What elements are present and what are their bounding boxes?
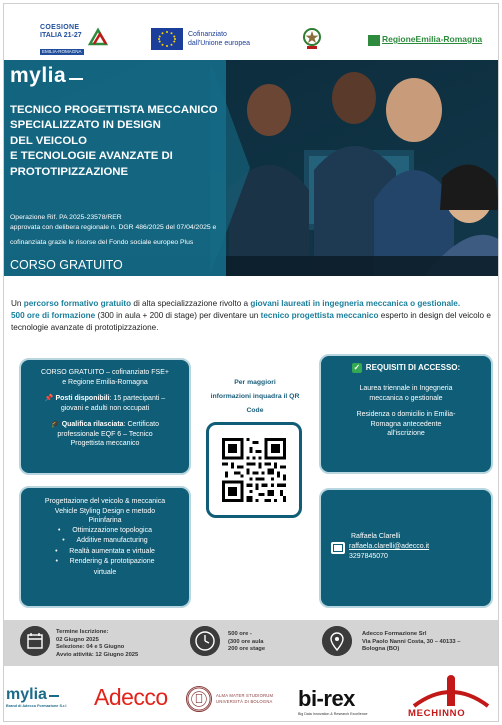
- qr-caption: [209, 376, 301, 418]
- qr-caption-line: Code: [246, 407, 264, 414]
- free-course-label: CORSO GRATUITO: [10, 258, 123, 272]
- partner-logos: [4, 668, 499, 722]
- qr-caption-line: Per maggiori: [234, 379, 276, 386]
- intro-highlight: percorso formativo gratuito: [23, 299, 132, 308]
- requirements-box: [319, 354, 493, 474]
- posts-available: [31, 394, 179, 404]
- unibo-logo: [182, 686, 292, 714]
- topic-text: Realtà aumentata e virtuale: [69, 547, 155, 555]
- mylia-brand-logo: mylia: [10, 64, 83, 88]
- requirement-line: meccanica o gestionale: [369, 394, 443, 402]
- topic-bullet: [29, 536, 181, 547]
- qualification-label: Qualifica rilasciata: [61, 421, 124, 428]
- intro-text: Un: [11, 299, 24, 308]
- qr-code-icon[interactable]: [222, 438, 286, 502]
- course-info-line: CORSO GRATUITO – cofinanziato FSE+: [41, 369, 169, 376]
- address-text: [362, 631, 461, 654]
- contact-email-row: [331, 542, 481, 562]
- qualification-line2: professionale EQF 6 – Tecnico: [57, 430, 153, 438]
- address-line: Via Paolo Nanni Costa, 30 – 40133 –: [362, 638, 461, 645]
- bullet-icon: •: [62, 537, 75, 544]
- requirements-title-text: REQUISITI DI ACCESSO:: [365, 363, 461, 373]
- pushpin-icon: 📌: [44, 395, 54, 402]
- dates-line: 02 Giugno 2025: [56, 636, 99, 643]
- coesione-line2: ITALIA 21-27: [40, 32, 82, 39]
- qualification-value: : Certificato: [123, 421, 159, 428]
- mylia-partner-logo: mylia: [6, 686, 59, 704]
- eu-cofinanced-logo: [151, 28, 261, 50]
- graduation-cap-icon: 🎓: [51, 421, 60, 428]
- coesione-line3: EMILIA-ROMAGNA: [42, 49, 82, 54]
- checkmark-icon: ✓: [353, 363, 361, 372]
- bullet-icon: •: [58, 526, 71, 534]
- posts-label: Posti disponibili: [55, 395, 110, 402]
- topic-text: Ottimizzazione topologica: [72, 526, 152, 534]
- dates-text: [56, 629, 138, 659]
- italian-republic-emblem-icon: [302, 26, 322, 50]
- coesione-line1: COESIONE: [40, 24, 80, 31]
- posts-value: : 15 partecipanti –: [109, 395, 166, 402]
- course-title-line: PROTOTIPIZZAZIONE: [10, 165, 129, 178]
- topics-line: Vehicle Styling Design e metodo: [54, 507, 156, 515]
- rer-mark-icon: [368, 35, 380, 46]
- topic-bullet: [29, 526, 181, 537]
- eu-text: [188, 30, 250, 48]
- contact-details: [349, 542, 429, 562]
- bullet-icon: •: [55, 558, 68, 565]
- unibo-seal-icon: [186, 686, 212, 712]
- birex-logo: bi-rex: [298, 686, 355, 711]
- topics-line: Pininfarina: [88, 517, 122, 524]
- hours-cell: [174, 620, 314, 666]
- qualification: [31, 420, 179, 430]
- hero-banner: [4, 60, 499, 276]
- mylia-partner-subtitle: Brand di Adecco Formazione S.r.l: [6, 704, 67, 708]
- approval-text: approvata con delibera regionale n. DGR 486/2025 del 07/04/2025 e: [10, 224, 217, 231]
- top-logo-strip: [4, 4, 499, 60]
- flyer-page: [3, 3, 499, 722]
- adecco-logo: Adecco: [94, 684, 168, 710]
- requirement-line: Residenza o domicilio in Emilia-: [356, 411, 456, 418]
- qualification-line3: Progettista meccanico: [70, 440, 140, 447]
- requirements-title: [331, 363, 481, 373]
- clock-icon: [190, 626, 220, 656]
- address-line: Bologna (BO): [362, 646, 400, 653]
- qr-caption-line: informazioni inquadra il QR: [210, 393, 300, 400]
- eu-line2: dall'Unione europea: [188, 40, 251, 47]
- requirement-line: Romagna antecedente: [370, 420, 442, 428]
- intro-paragraph: [11, 298, 493, 335]
- unibo-line: UNIVERSITÀ DI BOLOGNA: [216, 698, 273, 704]
- intro-text: esperto in design del veicolo e tecnologie avanzate di prototipizzazione.: [11, 311, 491, 333]
- birex-subtitle: Big Data Innovation & Research Excellence: [298, 712, 368, 716]
- course-title-line: SPECIALIZZATO IN DESIGN: [10, 119, 161, 132]
- contact-phone: 3297845070: [349, 553, 388, 560]
- posts-line2: giovani e adulti non occupati: [60, 404, 150, 412]
- course-info-line: e Regione Emilia-Romagna: [62, 378, 148, 386]
- eu-line1: Cofinanziato: [188, 31, 227, 38]
- hours-line: (300 ore aula: [228, 638, 264, 645]
- dates-cell: [4, 620, 174, 666]
- rer-text: RegioneEmilia-Romagna: [382, 34, 483, 44]
- intro-highlight: giovani laureati in ingegneria meccanica o gestionale.: [250, 299, 461, 308]
- course-title-line: E TECNOLOGIE AVANZATE DI: [10, 150, 173, 163]
- intro-highlight: 500 ore di formazione: [11, 311, 96, 321]
- mechinno-logo: [406, 674, 496, 720]
- calendar-icon: [20, 626, 50, 656]
- contact-email-link[interactable]: raffaela.clarelli@adecco.it: [349, 543, 430, 550]
- topic-bullet: [29, 557, 181, 568]
- dates-line: Avvio attività: 12 Giugno 2025: [56, 651, 139, 658]
- dates-line: Selezione: 04 e 5 Giugno: [56, 644, 125, 651]
- topic-text: Additive manufacturing: [76, 537, 148, 544]
- cofinanced-text: cofinanziata grazie le risorse del Fondo sociale europeo Plus: [10, 239, 194, 246]
- regione-emilia-romagna-logo: [368, 34, 483, 48]
- intro-highlight: tecnico progettista meccanico: [260, 311, 379, 321]
- intro-text: di alta specializzazione rivolto a: [131, 299, 251, 308]
- operation-reference: [10, 213, 280, 233]
- coesione-italia-logo: [40, 24, 110, 54]
- topic-text: Rendering & prototipazione: [69, 558, 155, 565]
- address-line: Adecco Formazione Srl: [362, 631, 427, 637]
- topics-line: Progettazione del veicolo & meccanica: [44, 498, 166, 505]
- course-title-line: TECNICO PROGETTISTA MECCANICO: [10, 104, 218, 116]
- mechinno-wordmark: MECHINNO: [408, 708, 466, 719]
- location-pin-icon: [322, 626, 352, 656]
- course-title: [10, 103, 250, 180]
- dates-line: Termine Iscrizione:: [56, 629, 109, 635]
- mechinno-arc-icon: [406, 674, 496, 708]
- unibo-text: [216, 693, 273, 704]
- requirement-line: Laurea triennale in Ingegneria: [359, 385, 453, 392]
- course-info-box: [19, 358, 191, 475]
- address-cell: [314, 620, 499, 666]
- topic-continuation: virtuale: [93, 568, 117, 576]
- contact-box: [319, 488, 493, 608]
- qr-code-frame[interactable]: [206, 422, 302, 518]
- contact-name: Raffaela Clarelli: [351, 533, 401, 540]
- coesione-flag-icon: [88, 24, 108, 46]
- info-bar: [4, 620, 499, 666]
- hours-line: 200 ore stage: [228, 646, 266, 653]
- mail-icon: [331, 542, 345, 554]
- unibo-line: ALMA MATER STUDIORUM: [216, 693, 274, 698]
- topics-box: [19, 486, 191, 608]
- course-title-line: DEL VEICOLO: [10, 134, 88, 147]
- operation-rif: Operazione Rif. PA 2025-23578/RER: [10, 214, 122, 221]
- topic-bullet: [29, 547, 181, 558]
- eu-flag-icon: [151, 28, 183, 50]
- hours-text: [228, 631, 265, 654]
- intro-text: (300 in aula + 200 di stage) per diventare un: [95, 311, 261, 321]
- bullet-icon: •: [55, 547, 68, 555]
- requirement-line: all'iscrizione: [387, 430, 425, 437]
- hours-line: 500 ore -: [228, 631, 252, 637]
